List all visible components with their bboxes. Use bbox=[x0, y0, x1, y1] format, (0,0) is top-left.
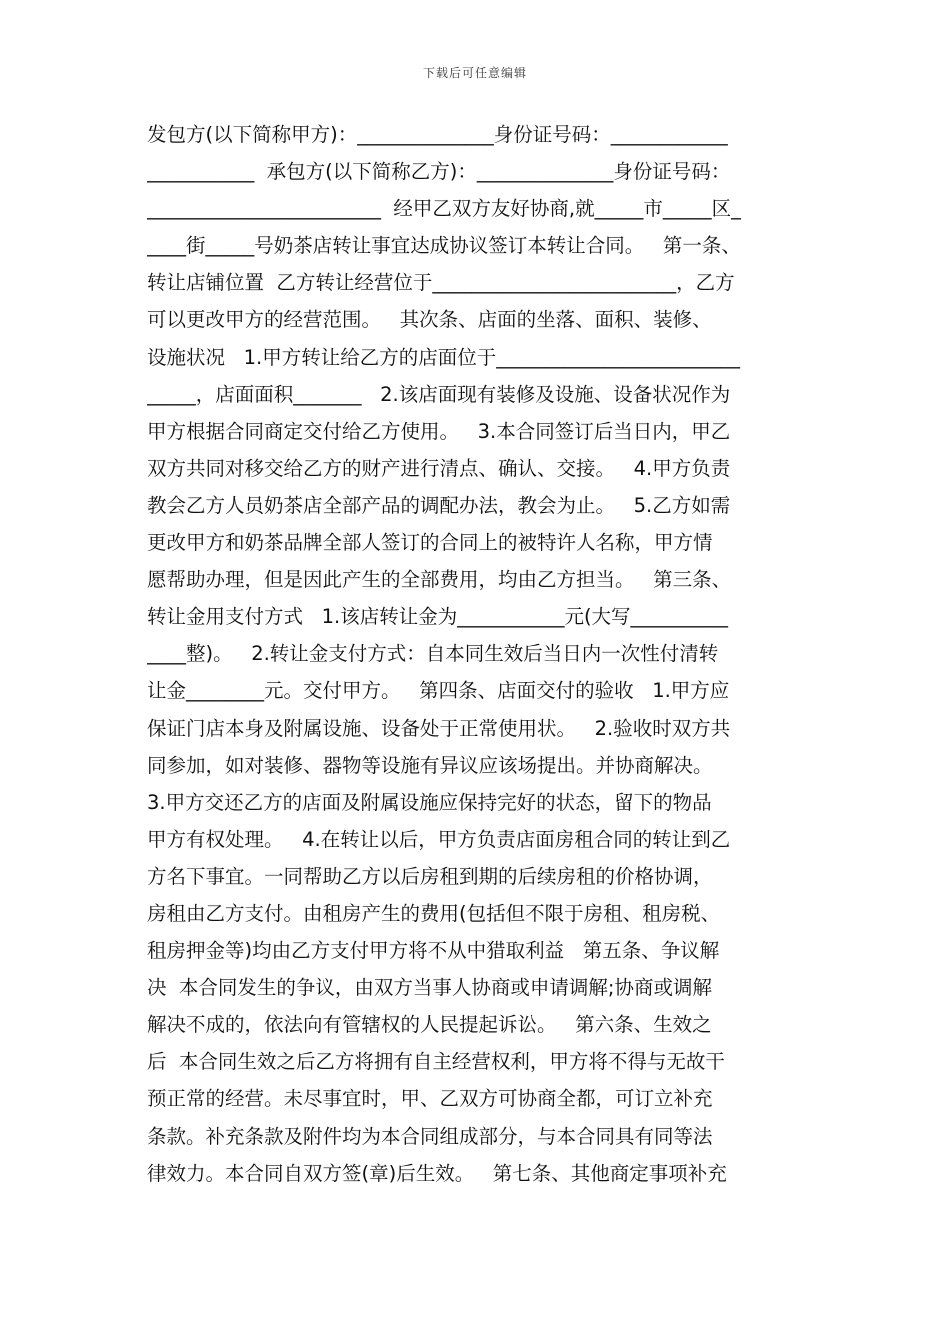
text-line: 发包方(以下简称甲方)：______________身份证号码：____________ bbox=[147, 123, 728, 146]
text-line: _____，店面面积_______ 2.该店面现有装修及设施、设备状况作为 bbox=[147, 382, 731, 406]
text-line: 3.甲方交还乙方的店面及附属设施应保持完好的状态，留下的物品 bbox=[147, 790, 712, 814]
text-line: 决 本合同发生的争议，由双方当事人协商或申请调解;协商或调解 bbox=[147, 976, 712, 1000]
text-line: 条款。补充条款及附件均为本合同组成部分，与本合同具有同等法 bbox=[147, 1124, 713, 1148]
contract-body bbox=[147, 116, 813, 1192]
text-line: 租房押金等)均由乙方支付甲方将不从中猎取利益 第五条、争议解 bbox=[147, 939, 720, 963]
text-line: 转让金用支付方式 1.该店转让金为___________元(大写__________ bbox=[147, 605, 729, 629]
text-line: 后 本合同生效之后乙方将拥有自主经营权利，甲方将不得与无故干 bbox=[147, 1050, 725, 1074]
text-line: 房租由乙方支付。由租房产生的费用(包括但不限于房租、租房税、 bbox=[147, 901, 721, 925]
text-line: 双方共同对移交给乙方的财产进行清点、确认、交接。 4.甲方负责 bbox=[147, 456, 731, 480]
text-line: 更改甲方和奶茶品牌全部人签订的合同上的被特许人名称，甲方情 bbox=[147, 531, 713, 555]
text-line: 转让店铺位置 乙方转让经营位于_________________________，乙方 bbox=[147, 271, 735, 295]
text-line: ____整)。 2.转让金支付方式：自本同生效后当日内一次性付清转 bbox=[147, 642, 719, 666]
text-line: 解决不成的，依法向有管辖权的人民提起诉讼。 第六条、生效之 bbox=[147, 1013, 712, 1037]
text-line: 律效力。本合同自双方签(章)后生效。 第七条、其他商定事项补充 bbox=[147, 1161, 727, 1185]
text-line: 甲方有权处理。 4.在转让以后，甲方负责店面房租合同的转让到乙 bbox=[147, 827, 731, 851]
text-line: 甲方根据合同商定交付给乙方使用。 3.本合同签订后当日内，甲乙 bbox=[147, 419, 731, 443]
text-line: 设施状况 1.甲方转让给乙方的店面位于_________________________ bbox=[147, 345, 740, 369]
text-line: 方名下事宜。一同帮助乙方以后房租到期的后续房租的价格协调， bbox=[147, 864, 713, 888]
page-header: 下载后可任意编辑 bbox=[422, 66, 527, 80]
text-line: ___________ 承包方(以下简称乙方)：______________身份证号码： bbox=[147, 160, 731, 184]
text-line: 让金________元。交付甲方。 第四条、店面交付的验收 1.甲方应 bbox=[147, 679, 730, 703]
text-line: 教会乙方人员奶茶店全部产品的调配办法，教会为止。 5.乙方如需 bbox=[147, 493, 731, 517]
text-line: 保证门店本身及附属设施、设备处于正常使用状。 2.验收时双方共 bbox=[147, 716, 731, 740]
text-line: ________________________ 经甲乙双方友好协商,就_____市_____区_ bbox=[147, 197, 741, 221]
text-line: 同参加，如对装修、器物等设施有异议应该场提出。并协商解决。 bbox=[147, 753, 713, 777]
text-line: 愿帮助办理，但是因此产生的全部费用，均由乙方担当。 第三条、 bbox=[147, 568, 732, 592]
text-line: ____街_____号奶茶店转让事宜达成协议签订本转让合同。 第一条、 bbox=[147, 234, 741, 258]
text-line: 预正常的经营。未尽事宜时，甲、乙双方可协商全都，可订立补充 bbox=[147, 1087, 713, 1111]
text-line: 可以更改甲方的经营范围。 其次条、店面的坐落、面积、装修、 bbox=[147, 308, 712, 332]
